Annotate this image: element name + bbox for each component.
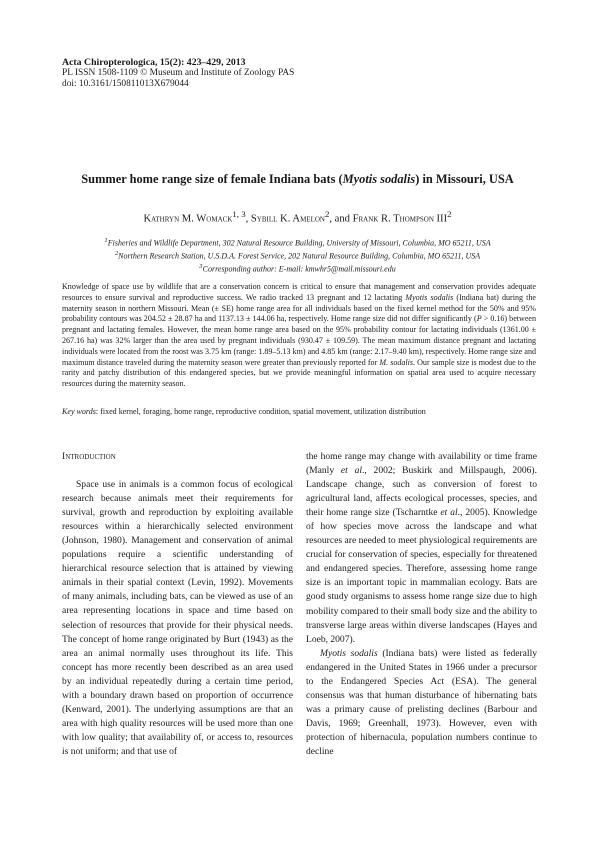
paragraph-text: the home range may change with availability or time frame (Manly [306,451,537,477]
abstract-text: Knowledge of space use by wildlife that are a conservation concern is critical to ensure that management and conservation provides adequate resources to ensure survival and reproductive success. We radio tracked 13 pregnant and 12 lactating [62,282,536,302]
paragraph [306,647,537,759]
journal-header [62,57,294,90]
affiliations [40,236,555,275]
affiliation-mark: 2 [114,250,119,258]
keywords-label: Key words [62,407,96,416]
abstract-text: . Our sample size is modest due to the rarity and patchy distribution of this endangered species, but we provide meaningful information on spatial area used to acquire necessary resources during the maternity season. [62,357,536,389]
abstract-text: (Indiana bat) during the maternity season in northern Missouri. Mean (± SE) home range area for all individuals based on the fixed kernel method for the 50% and 95% probability contours was 204.52 ± 28.87 ha and 1137.13 ± 144.06 ha, respectively. Home range size did not differ significantly ( [62,292,537,324]
article-title [40,172,555,187]
affiliation-text: Fisheries and Wildlife Department, 302 Natural Resource Building, University of Missouri, Columbia, MO 65211, USA [107,238,491,248]
paragraph-text: ., 2002; Buskirk and Millspaugh, 2006). Landscape change, such as conversion of forest to agricultural land, affects ecological processes, species, and their home range size (Tscharntke [306,465,537,519]
abstract-species: Myotis sodalis [405,292,454,302]
right-column [306,450,537,759]
journal-issn: PL ISSN 1508-1109 © Museum and Institute of Zoology PAS [62,68,295,78]
species-name: Myotis sodalis [320,647,378,659]
keywords-text: : fixed kernel, foraging, home range, reproductive condition, spatial movement, utilization distribution [95,407,426,416]
paragraph-text: ., 2005). Knowledge of how species move across the landscape and what resources are needed to meet physiological requirements are crucial for conservation of species, especially for threatened and endangered species. Therefore, assessing home range size is an important topic in mammalian ecology. Bats are good study organisms to assess home range size due to high mobility compared to their small body size and the ability to transverse large areas within diverse landscapes (Hayes and Loeb, 2007). [306,507,538,645]
journal-doi[interactable]: doi: 10.3161/150811013X679044 [62,79,189,89]
abstract-species: M. sodalis [379,357,413,367]
affiliation-mark: 3 [199,263,203,271]
paragraph-text: (Indiana bats) were listed as federally endangered in the United States in 1966 under a precursor to the Endangered Species Act (ESA). The general consensus was that human disturbance of hibernating bats was a primary cause of prelisting declines (Barbour and Davis, 1969; Greenhall, 1973). However, even with protection of hibernacula, population numbers continue to decline [306,647,537,757]
author-affiliation-mark: 1, 3 [232,209,246,219]
author-affiliation-mark: 2 [324,209,330,219]
keywords [62,407,536,418]
et-al: et al [440,507,458,519]
abstract-p-symbol: P [476,314,482,324]
title-text-end: ) in Missouri, USA [415,172,514,186]
author-name[interactable]: Sybill K. Amelon [250,213,325,225]
author-affiliation-mark: 2 [447,209,452,219]
abstract-text: > 0.16) between pregnant and lactating females. However, the mean home range area based on the 95% probability contour for lactating individuals (1361.00 ± 267.16 ha) was 32% larger than the area used by pregnant individuals (930.47 ± 109.59). The mean maximum distance pregnant and lactating individuals were located from the roost was 3.75 km (range: 1.89–5.13 km) and 4.85 km (range: 2.17–9.40 km), respectively. Home range size and maximum distance traveled during the maternity season were greater than previously reported for [62,314,536,367]
abstract [62,282,536,390]
affiliation-text: Northern Research Station, U.S.D.A. Forest Service, 202 Natural Resource Building, Columbia, MO 65211, USA [118,251,481,261]
author-name[interactable]: Kathryn M. Womack [143,213,233,225]
journal-name: Acta Chiropterologica, 15(2): 423–429, 2013 [62,57,246,68]
paragraph: Space use in animals is a common focus of ecological research because animals meet their requirements for survival, growth and reproduction by exploiting available resources within a hierarchically selected environment (Johnson, 1980). Management and conservation of animal populations require a scientific understanding of hierarchical resource selection that is attained by viewing animals in their spatial context (Levin, 1992). Movements of many animals, including bats, can be viewed as use of an area representing locations in space and time based on selection of resources that provide for their physical needs. The concept of home range originated by Burt (1943) as the area an animal normally uses throughout its life. This concept has more recently been described as an area used by an individual repeatedly during a certain time period, with a boundary drawn based on proportion of occurrence (Kenward, 2001). The underlying assumptions are that an area with high quality resources will be used more than one with low quality; that availability of, or access to, resources is not uniform; and that use of [62,479,293,757]
title-species: Myotis sodalis [342,172,416,186]
affiliation-mark: 1 [104,237,108,244]
affiliation-line [40,262,555,275]
author-name[interactable]: Frank R. Thompson III [352,213,448,225]
paragraph [306,450,537,647]
left-column [62,450,293,759]
affiliation-line [40,249,555,262]
section-heading: Introduction [62,451,116,462]
author-separator: , [245,213,251,225]
author-list [40,208,555,226]
author-separator: , and [329,213,353,225]
title-text-start: Summer home range size of female Indiana bats ( [81,172,343,186]
affiliation-line [40,236,555,249]
corresponding-author[interactable]: Corresponding author: E-mail: kmwhr5@mail.missouri.edu [202,264,396,274]
et-al: et al [340,465,362,477]
